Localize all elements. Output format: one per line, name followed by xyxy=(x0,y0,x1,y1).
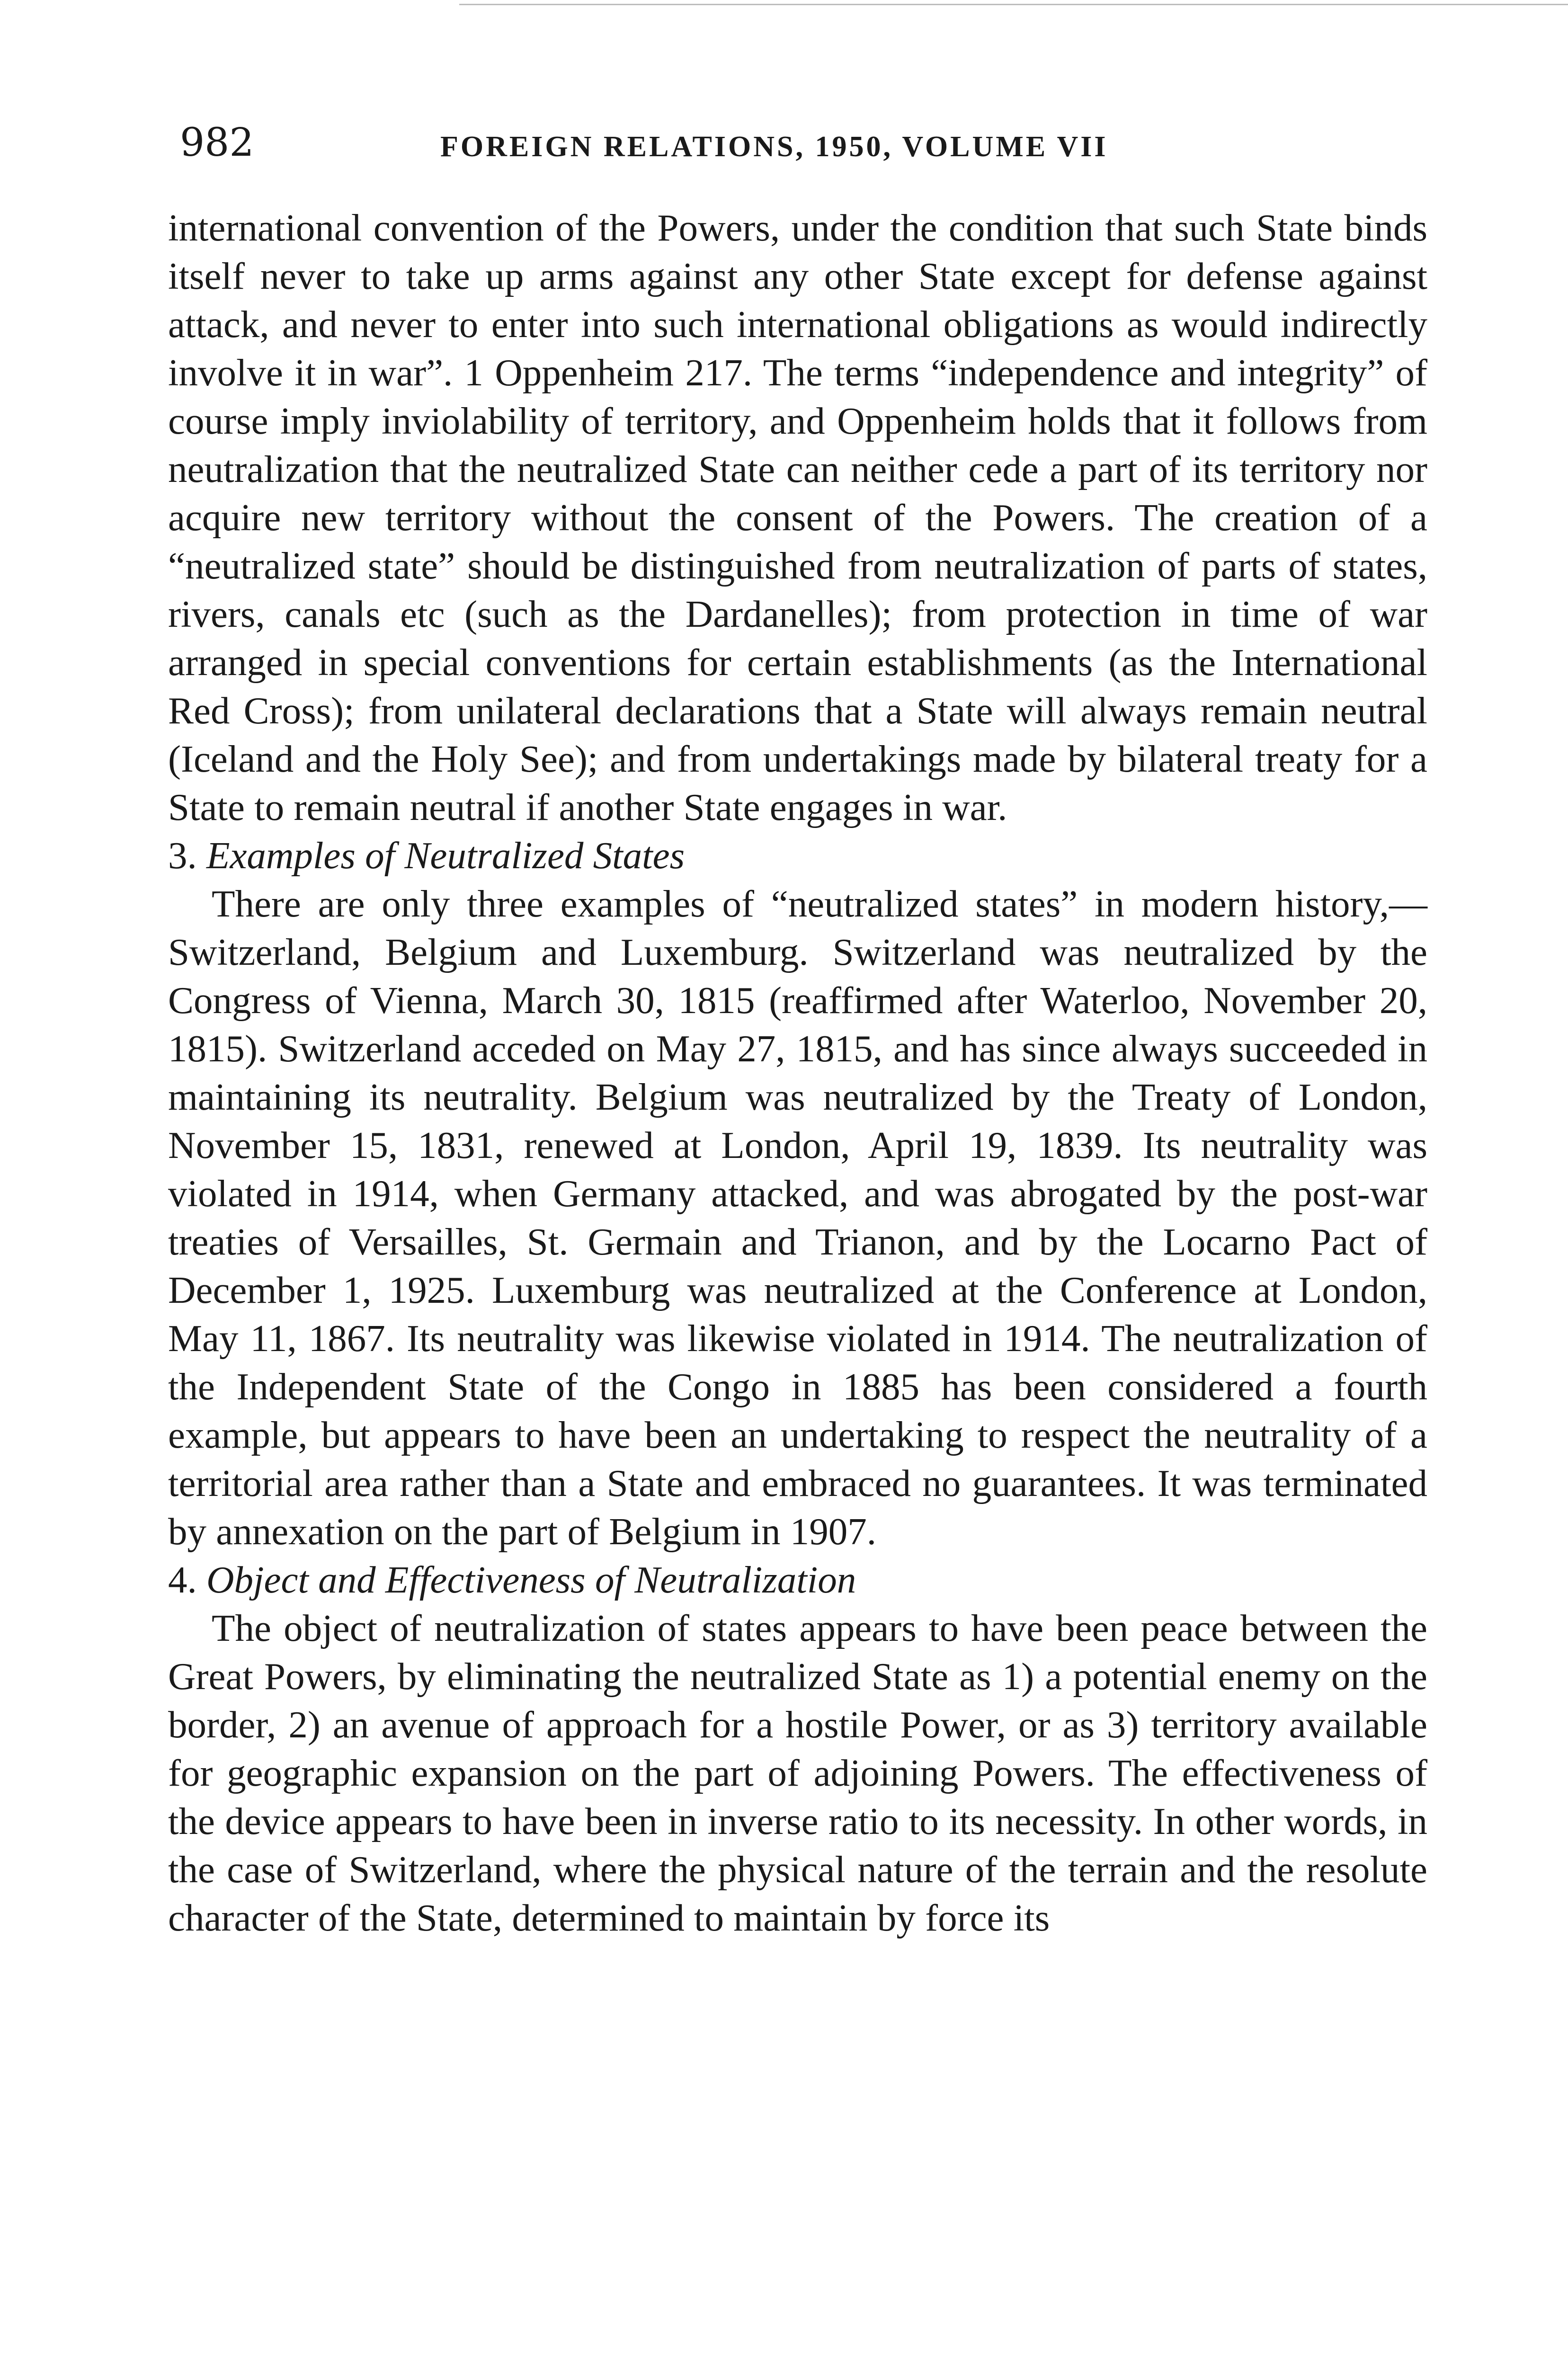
body-text xyxy=(168,204,1427,1942)
section-heading-examples xyxy=(168,831,1427,880)
paragraph-continuation: international convention of the Powers, under the condition that such State binds itself never to take up arms against any other State except for defense against attack, and never to enter into such international obligations as would indirectly involve it in war”. 1 Oppenheim 217. The terms “independence and integrity” of course imply inviolability of territory, and Oppenheim holds that it follows from neutralization that the neutralized State can neither cede a part of its territory nor acquire new territory without the consent of the Powers. The creation of a “neutralized state” should be distinguished from neutralization of parts of states, rivers, canals etc (such as the Dardanelles); from protection in time of war arranged in special conventions for certain establishments (as the International Red Cross); from unilateral declarations that a State will always remain neutral (Iceland and the Holy See); and from undertakings made by bilateral treaty for a State to remain neutral if another State engages in war. xyxy=(168,206,1427,828)
paragraph-examples: There are only three examples of “neutralized states” in modern history,—Switzerland, Belgium and Luxemburg. Switzerland was neutralized by the Congress of Vienna, March 30, 1815 (reaffirmed after Waterloo, November 20, 1815). Switzerland acceded on May 27, 1815, and has since always succeeded in maintaining its neutrality. Belgium was neutralized by the Treaty of London, November 15, 1831, renewed at London, April 19, 1839. Its neutrality was violated in 1914, when Germany attacked, and was abrogated by the post-war treaties of Versailles, St. Germain and Trianon, and by the Locarno Pact of December 1, 1925. Luxemburg was neutralized at the Conference at London, May 11, 1867. Its neutrality was likewise violated in 1914. The neutralization of the Independent State of the Congo in 1885 has been considered a fourth example, but appears to have been an undertaking to respect the neutrality of a territorial area rather than a State and embraced no guarantees. It was terminated by annexation on the part of Belgium in 1907. xyxy=(168,882,1427,1553)
page-number: 982 xyxy=(180,120,254,165)
running-head xyxy=(180,119,1207,167)
page-top-edge xyxy=(459,4,1568,5)
section-number: 4. xyxy=(168,1558,197,1601)
section-heading-object xyxy=(168,1556,1427,1604)
running-title: FOREIGN RELATIONS, 1950, VOLUME VII xyxy=(440,131,1108,163)
paragraph-object: The object of neutralization of states appears to have been peace between the Great Powers, by eliminating the neutralized State as 1) a potential enemy on the border, 2) an avenue of approach for a hostile Power, or as 3) territory available for geographic expansion on the part of adjoining Powers. The effectiveness of the device appears to have been in inverse ratio to its necessity. In other words, in the case of Switzerland, where the physical nature of the terrain and the resolute character of the State, determined to maintain by force its xyxy=(168,1607,1427,1939)
section-title: Examples of Neutralized States xyxy=(206,834,685,877)
section-number: 3. xyxy=(168,834,197,877)
section-title: Object and Effectiveness of Neutralization xyxy=(206,1558,856,1601)
